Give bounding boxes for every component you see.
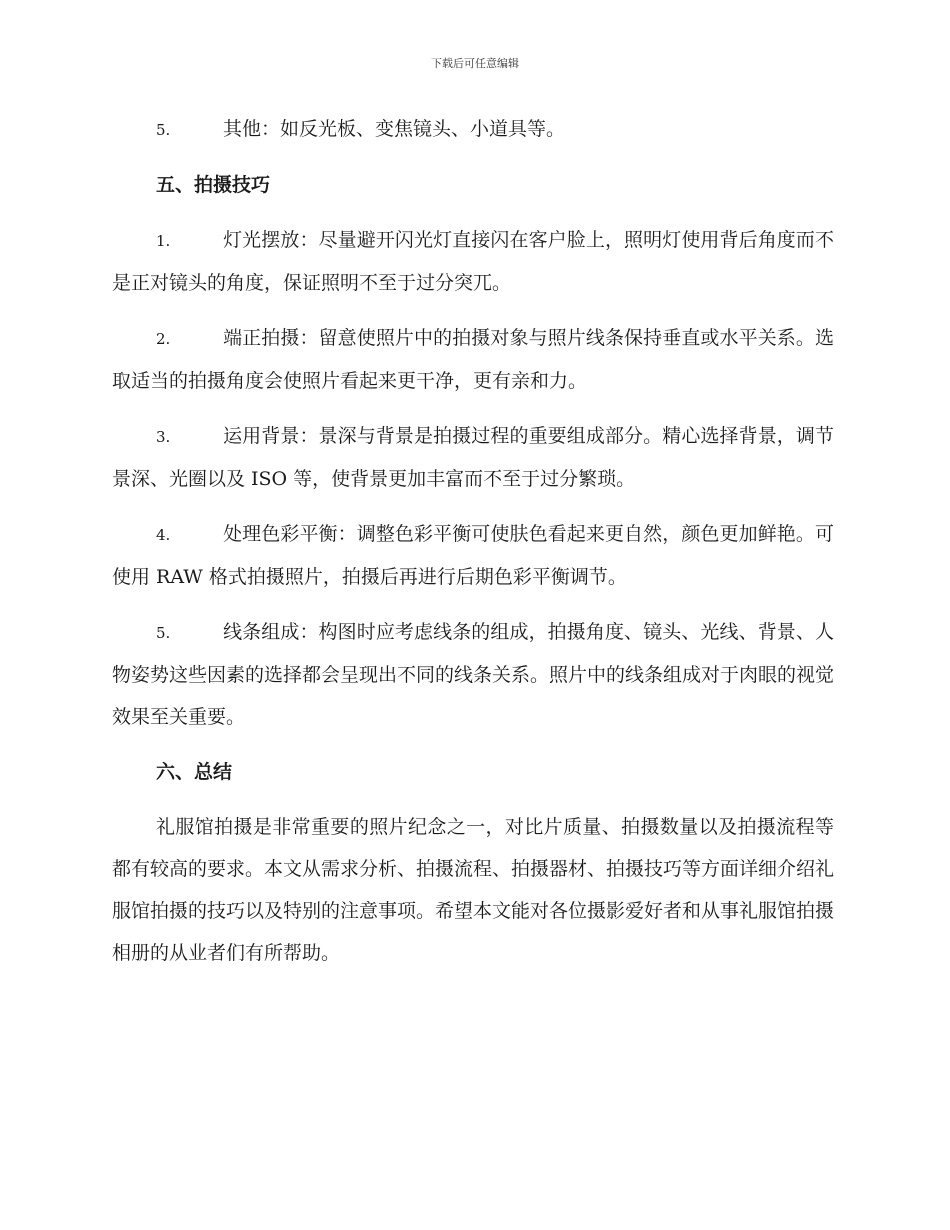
section-heading-summary: 六、总结 [156,761,233,783]
list-text: 其他：如反光板、变焦镜头、小道具等。 [223,118,566,140]
list-number: 5. [156,121,171,139]
section-heading-tips: 五、拍摄技巧 [156,174,271,196]
list-number: 3. [156,428,171,446]
document-body [112,108,834,974]
list-number: 5. [156,624,171,642]
list-item [112,611,834,738]
list-item [112,108,834,151]
list-number: 2. [156,330,171,348]
list-item [112,317,834,402]
list-text: 端正拍摄：留意使照片中的拍摄对象与照片线条保持垂直或水平关系。选取适当的拍摄角度会使照片看起来更干净，更有亲和力。 [112,327,834,392]
list-item [112,513,834,598]
list-item [112,415,834,500]
summary-paragraph: 礼服馆拍摄是非常重要的照片纪念之一，对比片质量、拍摄数量以及拍摄流程等都有较高的要求。本文从需求分析、拍摄流程、拍摄器材、拍摄技巧等方面详细介绍礼服馆拍摄的技巧以及特别的注意事项。希望本文能对各位摄影爱好者和从事礼服馆拍摄相册的从业者们有所帮助。 [112,816,835,964]
list-text: 线条组成：构图时应考虑线条的组成，拍摄角度、镜头、光线、背景、人物姿势这些因素的选择都会呈现出不同的线条关系。照片中的线条组成对于肉眼的视觉效果至关重要。 [112,621,835,728]
list-text: 处理色彩平衡：调整色彩平衡可使肤色看起来更自然，颜色更加鲜艳。可使用 RAW 格式拍摄照片，拍摄后再进行后期色彩平衡调节。 [112,523,834,588]
list-text: 运用背景：景深与背景是拍摄过程的重要组成部分。精心选择背景，调节景深、光圈以及 ISO 等，使背景更加丰富而不至于过分繁琐。 [112,425,834,490]
list-number: 1. [156,232,171,250]
list-text: 灯光摆放：尽量避开闪光灯直接闪在客户脸上，照明灯使用背后角度而不是正对镜头的角度，保证照明不至于过分突兀。 [112,229,834,294]
list-number: 4. [156,526,171,544]
page-header: 下载后可任意编辑 [431,57,519,70]
list-item [112,219,834,304]
